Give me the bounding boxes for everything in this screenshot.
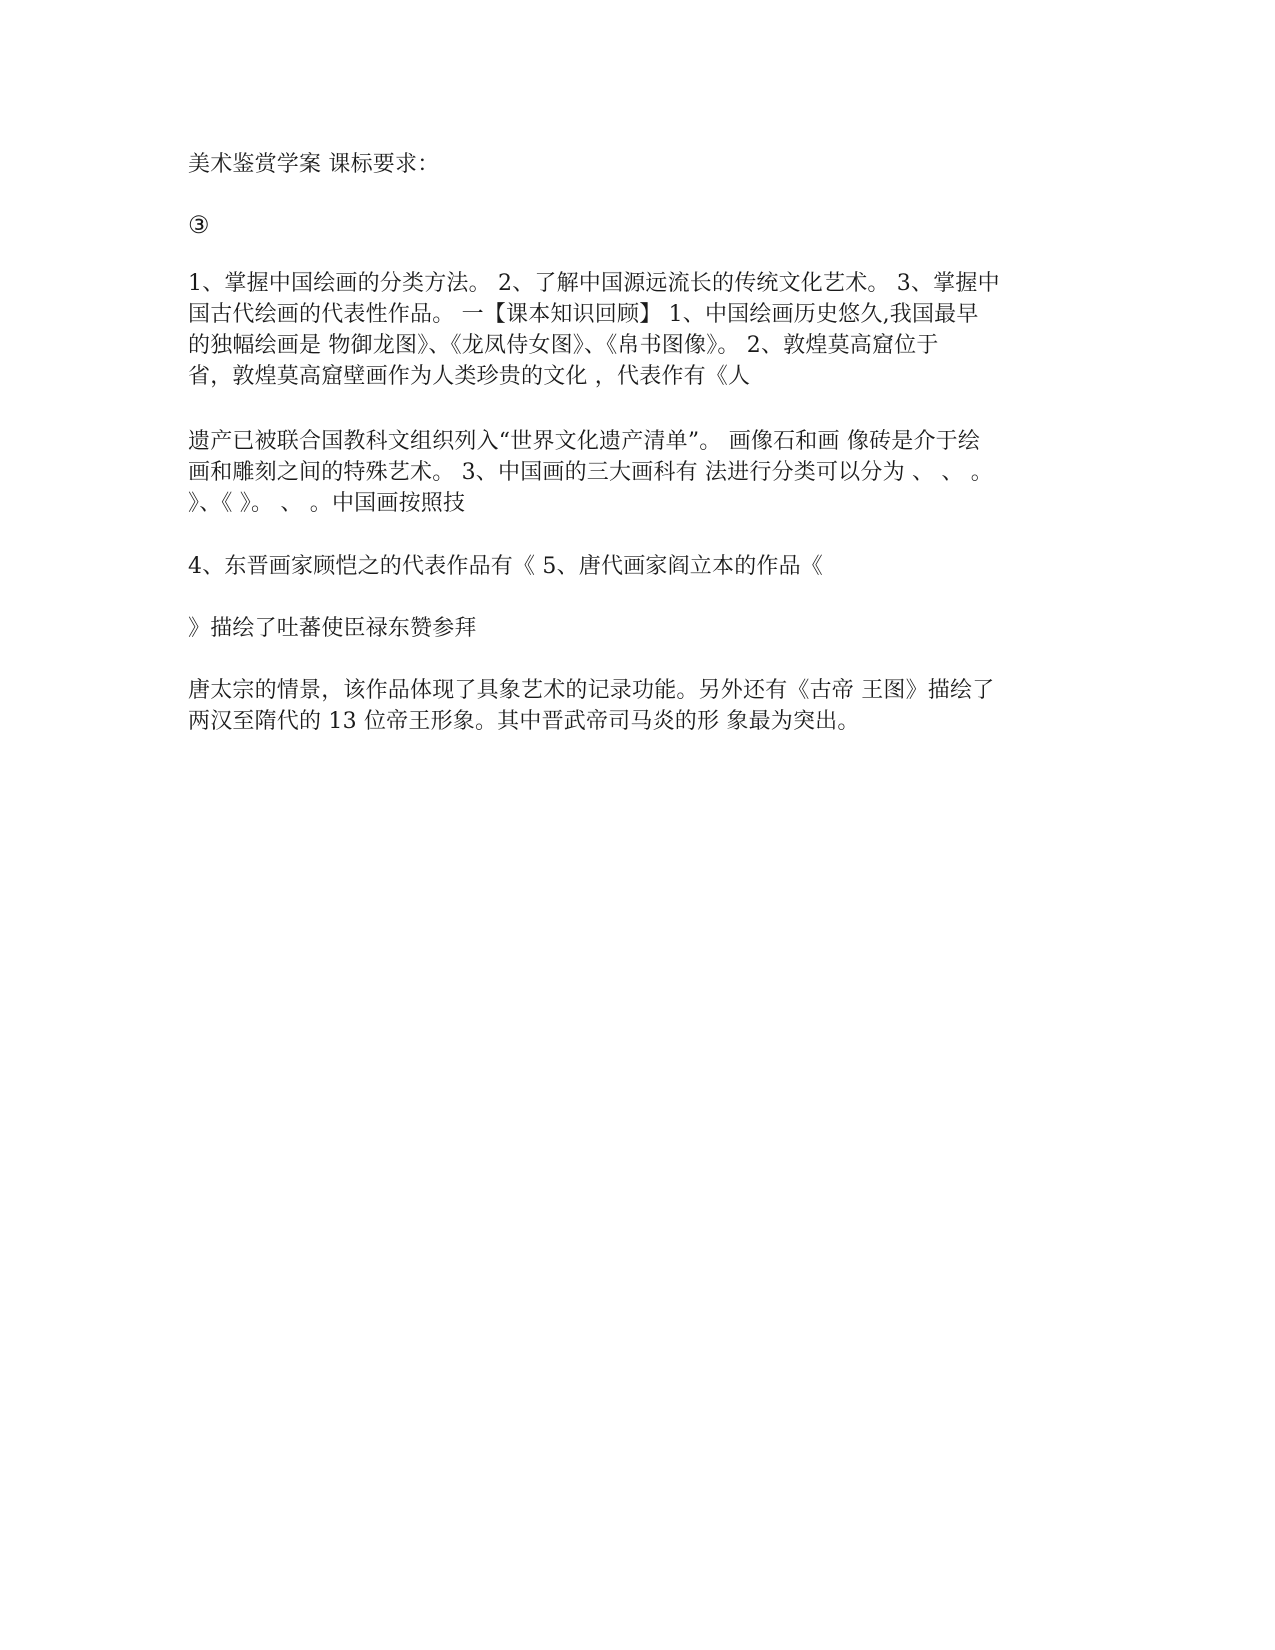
paragraph-world-heritage: 遗产已被联合国教科文组织列入“世界文化遗产清单”。 画像石和画 像砖是介于绘 画和雕刻之间的特殊艺术。 3、中国画的三大画科有 法进行分类可以分为 、 、 。 》、《 》。 、 。中国画按照技: [188, 429, 993, 516]
document-title: 美术鉴赏学案 课标要求：: [188, 152, 440, 177]
paragraph-gu-kaizhi: 4、东晋画家顾恺之的代表作品有《 5、唐代画家阎立本的作品《: [188, 554, 823, 579]
circled-number-marker: ③: [188, 211, 210, 239]
paragraph-tang-taizong: 唐太宗的情景，该作品体现了具象艺术的记录功能。另外还有《古帝 王图》描绘了 两汉至隋代的 13 位帝王形象。其中晋武帝司马炎的形 象最为突出。: [188, 678, 995, 734]
paragraph-tubo-envoy: 》描绘了吐蕃使臣禄东赞参拜: [188, 616, 477, 641]
paragraph-learning-objectives: 1、掌握中国绘画的分类方法。 2、了解中国源远流长的传统文化艺术。 3、掌握中 国古代绘画的代表性作品。 一【课本知识回顾】 1、中国绘画历史悠久,我国最早 的独幅绘画是 物御龙图》、《龙凤侍女图》、《帛书图像》。 2、敦煌莫高窟位于 省，敦煌莫高窟壁画作为人类珍贵的文化 ，代表作有《人: [188, 271, 1000, 389]
